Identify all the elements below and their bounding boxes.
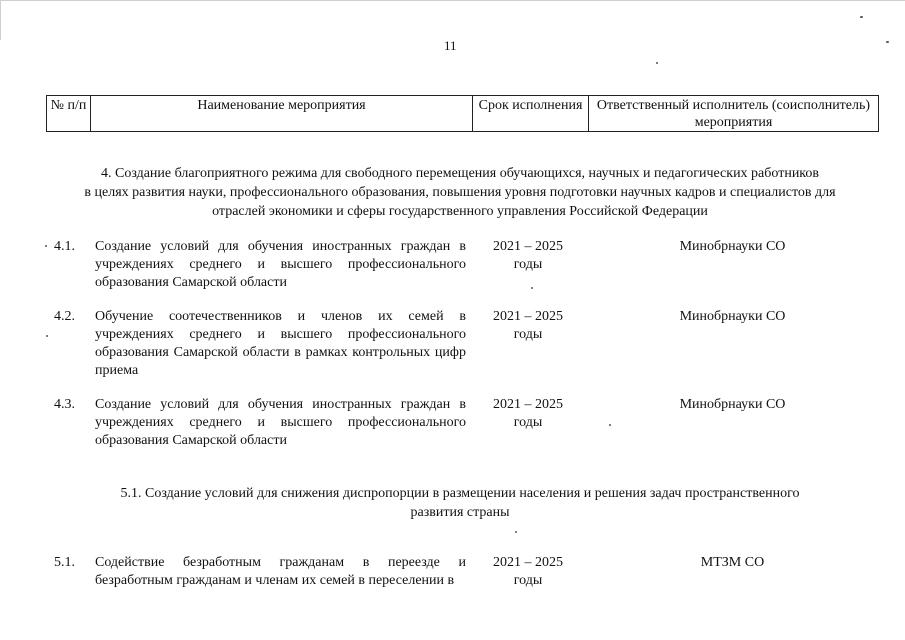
section-4-heading <box>40 164 880 221</box>
row-term <box>478 554 578 590</box>
scan-speck <box>46 335 48 337</box>
row-term-unit: годы <box>513 573 543 588</box>
row-term-unit: годы <box>513 415 543 430</box>
scan-edge-top <box>0 0 905 1</box>
row-term <box>478 308 578 344</box>
row-name: Содействие безработным гражданам в переезде и безработным гражданам и членам их семей в переселении в <box>95 555 466 588</box>
row-number: 4.1. <box>54 239 75 254</box>
page-number: 11 <box>444 38 457 53</box>
scan-speck <box>860 16 863 18</box>
scan-speck <box>531 287 533 289</box>
row-term-years: 2021 – 2025 <box>493 239 563 254</box>
row-responsible: МТЗМ СО <box>700 555 765 570</box>
row-number: 4.3. <box>54 397 75 412</box>
section-4-heading-line: 4. Создание благоприятного режима для свободного перемещения обучающихся, научных и педагогических работников <box>100 166 820 181</box>
section-5-heading <box>40 484 880 522</box>
scan-edge-left <box>0 0 1 40</box>
scan-speck <box>515 531 517 533</box>
scan-speck <box>886 41 889 43</box>
row-responsible: Минобрнауки СО <box>679 309 786 324</box>
row-term <box>478 396 578 432</box>
section-5-heading-line: 5.1. Создание условий для снижения диспропорции в размещении населения и решения задач пространственного <box>120 486 800 501</box>
row-term-years: 2021 – 2025 <box>493 555 563 570</box>
header-table <box>46 95 879 132</box>
row-number: 4.2. <box>54 309 75 324</box>
row-term <box>478 238 578 274</box>
row-responsible: Минобрнауки СО <box>679 397 786 412</box>
header-col-responsible: Ответственный исполнитель (соисполнитель) мероприятия <box>589 96 879 132</box>
section-5-heading-line: развития страны <box>410 505 510 520</box>
header-col-name: Наименование мероприятия <box>91 96 473 132</box>
header-col-number: № п/п <box>47 96 91 132</box>
row-name: Создание условий для обучения иностранных граждан в учреждениях среднего и высшего профессионального образования Самарской области <box>95 397 466 448</box>
row-term-unit: годы <box>513 327 543 342</box>
scan-speck <box>45 245 47 247</box>
row-term-unit: годы <box>513 257 543 272</box>
scan-speck <box>656 62 658 64</box>
header-row <box>47 96 879 132</box>
section-4-heading-line: в целях развития науки, профессионального образования, повышения уровня подготовки научных кадров и специалистов для <box>84 185 836 200</box>
row-name: Создание условий для обучения иностранных граждан в учреждениях среднего и высшего профессионального образования Самарской области <box>95 239 466 290</box>
row-responsible: Минобрнауки СО <box>679 239 786 254</box>
row-name: Обучение соотечественников и членов их семей в учреждениях среднего и высшего профессионального образования Самарской области в рамках контрольных цифр приема <box>95 309 466 378</box>
scan-speck <box>609 424 611 426</box>
row-term-years: 2021 – 2025 <box>493 397 563 412</box>
section-4-heading-line: отраслей экономики и сферы государственного управления Российской Федерации <box>212 204 708 219</box>
row-number: 5.1. <box>54 555 75 570</box>
row-term-years: 2021 – 2025 <box>493 309 563 324</box>
header-col-term: Срок исполнения <box>473 96 589 132</box>
